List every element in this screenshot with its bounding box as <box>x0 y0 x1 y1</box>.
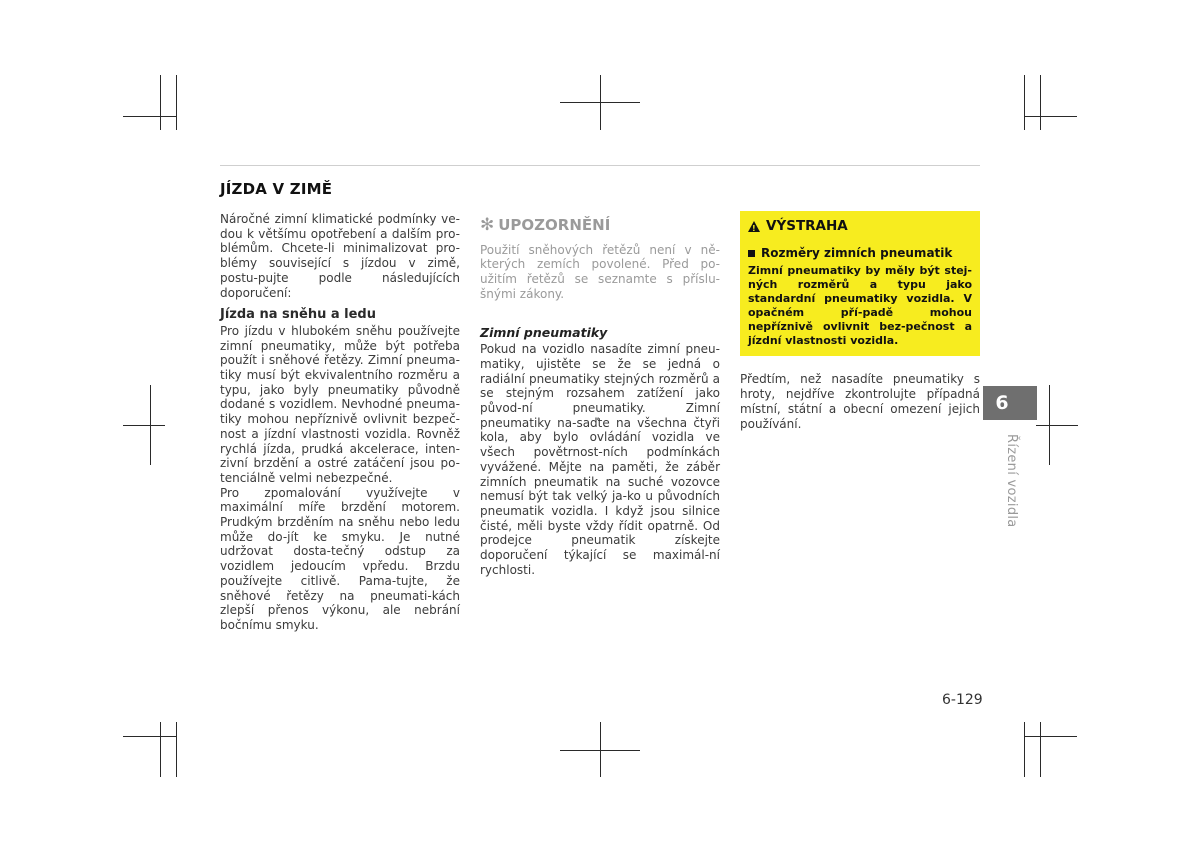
crop-mark <box>560 102 640 103</box>
crop-mark <box>1040 75 1041 130</box>
crop-mark <box>1024 116 1077 117</box>
square-bullet-icon <box>748 250 755 257</box>
column-right <box>740 211 980 431</box>
crop-mark <box>1040 722 1041 777</box>
intro-paragraph: Náročné zimní klimatické podmínky ve-dou k většímu opotřebení a dalším pro-blémům. Chcete-li minimalizovat pro-blémy související s jízdou v zimě, postu-pujte podle následujících doporučení: <box>220 212 460 300</box>
warning-title: VÝSTRAHA <box>766 218 848 234</box>
chapter-number: 6 <box>995 392 1009 414</box>
warning-heading <box>748 219 972 234</box>
column-middle <box>480 215 720 577</box>
winter-tires-heading: Zimní pneumatiky <box>480 324 608 340</box>
snow-paragraph-2: Pro zpomalování využívejte v maximální míře brzdění motorem. Prudkým brzděním na sněhu nebo ledu může do-jít ke smyku. Je nutné udržovat dosta-tečný odstup za vozidlem jedoucím vpředu. Brzdu používejte citlivě. Pama-tujte, že sněhové řetězy na pneumati-kách zlepší přenos výkonu, ale nebrání bočnímu smyku. <box>220 485 460 632</box>
crop-mark <box>176 722 177 777</box>
crop-mark <box>1024 736 1077 737</box>
warning-subheading <box>748 246 972 261</box>
warning-box <box>740 211 980 356</box>
studded-tires-paragraph: Předtím, než nasadíte pneumatiky s hroty, nejdříve zkontrolujte případná místní, státní a obecní omezení jejich používání. <box>740 372 980 431</box>
crop-mark <box>160 722 161 777</box>
caution-text: Použití sněhových řetězů není v ně-kterých zemích povolené. Před po-užitím řetězů se seznamte s příslu-šnými zákony. <box>480 242 720 301</box>
asterisk-icon: ✻ <box>480 215 495 235</box>
crop-mark <box>123 116 176 117</box>
crop-mark <box>160 75 161 130</box>
winter-tires-paragraph: Pokud na vozidlo nasadíte zimní pneu-matiky, ujistěte se že se jedná o radiální pneumatiky stejných rozměrů a se stejným rozsahem zatížení jako původ-ní pneumatiky. Zimní pneumatiky na-saďte na všechna čtyři kola, aby bylo ovládání vozidla ve všech povětrnost-ních podmínkách vyvážené. Mějte na paměti, že záběr zimních pneumatik na suché vozovce nemusí být tak velký ja-ko u původních pneumatik vozidla. I když jsou silnice čisté, měli byste vždy řídit opatrně. Od prodejce pneumatik získejte doporučení týkající se maximál-ní rychlosti. <box>480 342 720 577</box>
warning-subtitle: Rozměry zimních pneumatik <box>761 245 953 260</box>
chapter-tab <box>983 386 1037 420</box>
caution-title: UPOZORNĚNÍ <box>498 216 611 234</box>
page-number: 6-129 <box>942 692 983 708</box>
section-title: JÍZDA V ZIMĚ <box>220 180 333 198</box>
column-left <box>220 212 460 633</box>
crop-mark <box>1024 722 1025 777</box>
caution-heading <box>480 215 720 235</box>
warning-text: Zimní pneumatiky by měly být stej-ných rozměrů a typu jako standardní pneumatiky vozidla. V opačném pří-padě mohou nepříznivě ovlivnit bez-pečnost a jízdní vlastnosti vozidla. <box>748 264 972 348</box>
crop-mark <box>176 75 177 130</box>
crop-mark <box>123 425 165 426</box>
snow-heading: Jízda na sněhu a ledu <box>220 307 376 323</box>
crop-mark <box>1036 425 1078 426</box>
crop-mark <box>1024 75 1025 130</box>
header-rule <box>220 165 980 166</box>
chapter-label: Řízení vozidla <box>1004 434 1019 528</box>
warning-triangle-icon <box>748 221 760 232</box>
crop-mark <box>560 750 640 751</box>
crop-mark <box>123 736 176 737</box>
snow-paragraph-1: Pro jízdu v hlubokém sněhu používejte zimní pneumatiky, může být potřeba použít i sněhové řetězy. Zimní pneuma-tiky musí být ekvivalentního rozměru a typu, jako byly pneumatiky původně dodané s vozidlem. Nevhodné pneuma-tiky mohou nepříznivě ovlivnit bezpeč-nost a jízdní vlastnosti vozidla. Rovněž rychlá jízda, prudká akcelerace, inten-zivní brzdění a ostré zatáčení jsou po-tenciálně velmi nebezpečné. <box>220 323 460 485</box>
